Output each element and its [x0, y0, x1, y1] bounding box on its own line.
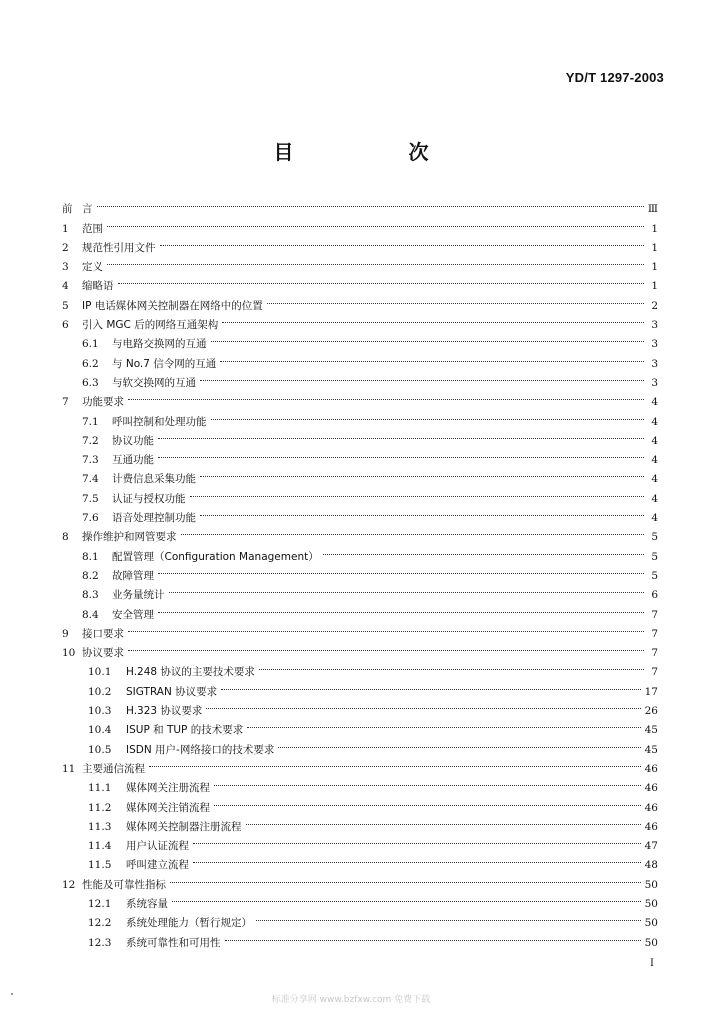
toc-entry-title: 媒体网关注销流程: [126, 801, 210, 814]
toc-entry-title: 协议功能: [112, 434, 154, 447]
toc-entry-page: 45: [644, 724, 658, 737]
toc-entry-title: H.323 协议要求: [126, 705, 203, 718]
toc-entry-page: 2: [651, 299, 658, 312]
toc-dot-leader: [278, 733, 640, 752]
toc-entry-page: Ⅲ: [647, 203, 658, 216]
toc-dot-leader: [246, 811, 641, 830]
toc-entry-title: 配置管理（Configuration Management）: [112, 550, 319, 563]
toc-dot-leader: [128, 637, 644, 656]
toc-entry-page: 7: [651, 627, 658, 640]
toc-entry[interactable]: [62, 289, 658, 312]
toc-dot-leader: [172, 888, 641, 907]
watermark-text: 标准分享网 www.bzfxw.com 免费下载: [271, 995, 431, 1005]
toc-dot-leader: [200, 463, 644, 482]
toc-dot-leader: [181, 521, 645, 540]
toc-entry-title: 主要通信流程: [82, 762, 145, 775]
toc-entry-number: 8.1: [82, 550, 99, 563]
toc-dot-leader: [97, 193, 644, 212]
standard-code: YD/T 1297-2003: [565, 70, 664, 85]
toc-dot-leader: [149, 753, 641, 772]
toc-entry-title: 语音处理控制功能: [112, 512, 196, 525]
toc-entry-number: 1: [62, 222, 69, 235]
toc-entry-title: 规范性引用文件: [82, 241, 156, 254]
toc-entry-number: 7.1: [82, 415, 99, 428]
toc-entry[interactable]: [62, 270, 658, 293]
toc-entry-title: ISDN 用户-网络接口的技术要求: [126, 743, 275, 756]
toc-dot-leader: [222, 309, 644, 328]
toc-entry-title: ISUP 和 TUP 的技术要求: [126, 724, 244, 737]
toc-dot-leader: [256, 907, 641, 926]
toc-entry-number: 6: [62, 319, 69, 332]
toc-entry-number: 10.2: [88, 685, 112, 698]
toc-entry-title: IP 电话媒体网关控制器在网络中的位置: [82, 299, 263, 312]
page-title: 目 次: [273, 140, 483, 164]
toc-entry[interactable]: [62, 405, 658, 428]
toc-entry-number: 12.3: [88, 936, 112, 949]
toc-entry-page: 3: [651, 357, 658, 370]
toc-entry-number: 7.3: [82, 454, 99, 467]
toc-entry-number: 3: [62, 261, 69, 274]
toc-entry-page: 7: [651, 608, 658, 621]
toc-dot-leader: [200, 367, 644, 386]
toc-entry-page: 50: [644, 917, 658, 930]
toc-entry-number: 前: [62, 203, 73, 216]
toc-entry-title: 系统容量: [126, 897, 168, 910]
toc-dot-leader: [158, 560, 644, 579]
toc-entry[interactable]: [62, 193, 658, 216]
toc-entry-page: 3: [651, 319, 658, 332]
toc-dot-leader: [193, 830, 641, 849]
toc-entry-page: 5: [651, 550, 658, 563]
toc-entry-title: 功能要求: [82, 396, 124, 409]
toc-entry-title: 用户认证流程: [126, 840, 189, 853]
toc-dot-leader: [214, 791, 641, 810]
toc-dot-leader: [160, 232, 645, 251]
toc-entry-page: 17: [644, 685, 658, 698]
toc-entry-number: 7.4: [82, 473, 99, 486]
toc-entry-title: 互通功能: [112, 454, 154, 467]
toc-entry-number: 12.2: [88, 917, 112, 930]
toc-entry-page: 4: [651, 512, 658, 525]
toc-entry-title: 操作维护和网管要求: [82, 531, 177, 544]
toc-entry-title: 呼叫控制和处理功能: [112, 415, 207, 428]
toc-dot-leader: [190, 482, 645, 501]
toc-entry-title: 接口要求: [82, 627, 124, 640]
toc-entry-page: 7: [651, 647, 658, 660]
toc-entry-title: 业务量统计: [112, 589, 165, 602]
toc-dot-leader: [193, 849, 641, 868]
toc-entry-title: 性能及可靠性指标: [82, 878, 166, 891]
toc-entry-page: 4: [651, 473, 658, 486]
toc-entry-title: 媒体网关控制器注册流程: [126, 820, 242, 833]
toc-entry-title: 协议要求: [82, 647, 124, 660]
toc-entry-title: 缩略语: [82, 280, 114, 293]
toc-entry-title: 范围: [82, 222, 103, 235]
toc-dot-leader: [267, 289, 644, 308]
toc-dot-leader: [225, 926, 641, 945]
toc-entry-number: 8.2: [82, 569, 99, 582]
toc-entry-page: 1: [651, 261, 658, 274]
toc-entry-page: 3: [651, 376, 658, 389]
toc-dot-leader: [128, 618, 644, 637]
toc-entry-page: 1: [651, 280, 658, 293]
toc-entry-page: 46: [644, 762, 658, 775]
toc-entry-page: 4: [651, 434, 658, 447]
toc-entry-title: 安全管理: [112, 608, 154, 621]
toc-entry-page: 50: [644, 878, 658, 891]
toc-entry-page: 46: [644, 782, 658, 795]
toc-entry-page: 5: [651, 531, 658, 544]
toc-dot-leader: [211, 328, 645, 347]
toc-entry-title: 系统处理能力（暂行规定）: [126, 917, 252, 930]
toc-dot-leader: [214, 772, 641, 791]
toc-entry-page: 1: [651, 222, 658, 235]
toc-entry-number: 11.3: [88, 820, 112, 833]
toc-entry-title: 媒体网关注册流程: [126, 782, 210, 795]
toc-entry-title: 与软交换网的互通: [112, 376, 196, 389]
toc-dot-leader: [247, 714, 640, 733]
toc-entry-number: 7: [62, 396, 69, 409]
toc-entry-page: 6: [651, 589, 658, 602]
toc-entry-title: 呼叫建立流程: [126, 859, 189, 872]
toc-entry[interactable]: [62, 251, 658, 274]
toc-entry-page: 5: [651, 569, 658, 582]
toc-entry-number: 8.4: [82, 608, 99, 621]
toc-entry-page: 26: [644, 705, 658, 718]
toc-entry-number: 9: [62, 627, 69, 640]
toc-entry[interactable]: [62, 212, 658, 235]
toc-entry-number: 5: [62, 299, 69, 312]
toc-entry-page: 47: [644, 840, 658, 853]
toc-entry-number: 6.2: [82, 357, 99, 370]
toc-entry-page: 4: [651, 492, 658, 505]
toc-dot-leader: [200, 502, 644, 521]
toc-entry-number: 10.5: [88, 743, 112, 756]
toc-entry-number: 7.5: [82, 492, 99, 505]
toc-entry-page: 4: [651, 454, 658, 467]
toc-entry-number: 10.3: [88, 705, 112, 718]
toc-dot-leader: [158, 425, 644, 444]
toc-dot-leader: [158, 444, 644, 463]
toc-entry[interactable]: [62, 232, 658, 254]
toc-dot-leader: [169, 579, 645, 598]
toc-entry-title: SIGTRAN 协议要求: [126, 685, 218, 698]
toc-entry-number: 8.3: [82, 589, 99, 602]
toc-entry-page: 7: [651, 666, 658, 679]
toc-dot-leader: [107, 251, 644, 270]
toc-entry-page: 3: [651, 338, 658, 351]
toc-entry-number: 8: [62, 531, 69, 544]
toc-dot-leader: [323, 540, 644, 559]
toc-entry-number: 10: [62, 647, 76, 660]
toc-entry-number: 10.4: [88, 724, 112, 737]
toc-entry-number: 6.1: [82, 338, 99, 351]
toc-entry-number: 11.5: [88, 859, 112, 872]
toc-dot-leader: [118, 270, 645, 289]
toc-dot-leader: [259, 656, 644, 675]
toc-entry-title: 言: [82, 203, 93, 216]
toc-entry-title: 与电路交换网的互通: [112, 338, 207, 351]
toc-entry-page: 4: [651, 396, 658, 409]
toc-entry[interactable]: [62, 753, 658, 775]
toc-entry-number: 11.4: [88, 840, 112, 853]
toc-dot-leader: [211, 405, 645, 424]
toc-entry-number: 11.1: [88, 782, 112, 795]
toc-dot-leader: [206, 695, 640, 714]
toc-entry-number: 4: [62, 280, 69, 293]
toc-entry-number: 10.1: [88, 666, 112, 679]
toc-entry-title: 认证与授权功能: [112, 492, 186, 505]
toc-entry[interactable]: [62, 618, 658, 640]
toc-entry-title: H.248 协议的主要技术要求: [126, 666, 255, 679]
toc-dot-leader: [158, 598, 644, 617]
toc-entry-number: 11: [62, 762, 76, 775]
toc-entry-title: 定义: [82, 261, 103, 274]
toc-entry-number: 12: [62, 878, 76, 891]
toc-dot-leader: [128, 386, 644, 405]
toc-entry-title: 引入 MGC 后的网络互通架构: [82, 319, 219, 332]
toc-entry-number: 7.6: [82, 512, 99, 525]
toc-entry-number: 7.2: [82, 434, 99, 447]
toc-entry-page: 50: [644, 897, 658, 910]
toc-dot-leader: [220, 347, 644, 366]
toc-entry-number: 12.1: [88, 897, 112, 910]
toc-entry-number: 6.3: [82, 376, 99, 389]
toc-entry-number: 11.2: [88, 801, 112, 814]
toc-entry-title: 计费信息采集功能: [112, 473, 196, 486]
toc-entry-title: 系统可靠性和可用性: [126, 936, 221, 949]
toc-dot-leader: [221, 675, 640, 694]
toc-entry-page: 46: [644, 820, 658, 833]
toc-entry-title: 与 No.7 信令网的互通: [112, 357, 217, 370]
table-of-contents: [62, 193, 658, 949]
toc-dot-leader: [107, 212, 644, 231]
toc-entry[interactable]: [62, 656, 658, 679]
toc-entry-page: 46: [644, 801, 658, 814]
toc-entry-page: 45: [644, 743, 658, 756]
toc-entry[interactable]: [62, 637, 658, 660]
toc-entry-title: 故障管理: [112, 569, 154, 582]
toc-dot-leader: [170, 868, 641, 887]
toc-entry[interactable]: [62, 772, 658, 795]
page-number: I: [650, 958, 654, 969]
toc-entry[interactable]: [62, 386, 658, 409]
toc-entry-page: 50: [644, 936, 658, 949]
toc-entry-page: 4: [651, 415, 658, 428]
scan-speck: [11, 993, 13, 995]
toc-entry-number: 2: [62, 241, 69, 254]
toc-entry-page: 48: [644, 859, 658, 872]
toc-entry-page: 1: [651, 241, 658, 254]
